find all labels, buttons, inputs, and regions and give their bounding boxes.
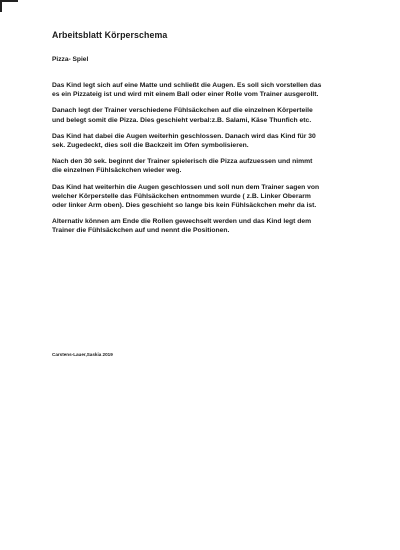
paragraph-baking — [52, 132, 374, 150]
author-footer: Carstens-Lauer,Saskia 2019 — [52, 352, 113, 357]
paragraph-line: es ein Pizzateig ist und wird mit einem Ball oder einer Rolle vom Trainer ausgerollt. — [52, 91, 319, 99]
game-subtitle: Pizza- Spiel — [52, 56, 89, 63]
paragraph-eating — [52, 157, 374, 175]
paragraph-line: Das Kind legt sich auf eine Matte und schließt die Augen. Es soll sich vorstellen das — [52, 82, 322, 89]
worksheet-title: Arbeitsblatt Körperschema — [52, 30, 168, 40]
paragraph-naming — [52, 183, 374, 211]
paragraph-line: Nach den 30 sek. beginnt der Trainer spielerisch die Pizza aufzuessen und nimmt — [52, 158, 313, 166]
paragraph-line: Danach legt der Trainer verschiedene Fühlsäckchen auf die einzelnen Körperteile — [52, 107, 313, 115]
paragraph-line: Trainer die Fühlsäckchen auf und nennt die Positionen. — [52, 227, 230, 235]
paragraph-intro — [52, 81, 374, 99]
paragraph-line: sek. Zugedeckt, dies soll die Backzeit im Ofen symbolisieren. — [52, 142, 249, 150]
paragraph-line: welcher Körperstelle das Fühlsäckchen entnommen wurde ( z.B. Linker Oberarm — [52, 192, 311, 200]
paragraph-line: und belegt somit die Pizza. Dies geschieht verbal:z.B. Salami, Käse Thunfich etc. — [52, 116, 312, 124]
worksheet-page — [52, 30, 374, 236]
scan-edge-mark — [0, 0, 18, 12]
paragraph-line: Das Kind hat dabei die Augen weiterhin geschlossen. Danach wird das Kind für 30 — [52, 132, 316, 140]
paragraph-line: Das Kind hat weiterhin die Augen geschlossen und soll nun dem Trainer sagen von — [52, 183, 320, 191]
paragraph-line: oder linker Arm oben). Dies geschieht so lange bis kein Fühlsäckchen mehr da ist. — [52, 202, 317, 210]
paragraph-line: die einzelnen Fühlsäckchen wieder weg. — [52, 167, 182, 175]
paragraph-alternative — [52, 217, 374, 235]
paragraph-toppings — [52, 106, 374, 124]
paragraph-line: Alternativ können am Ende die Rollen gewechselt werden und das Kind legt dem — [52, 218, 312, 226]
